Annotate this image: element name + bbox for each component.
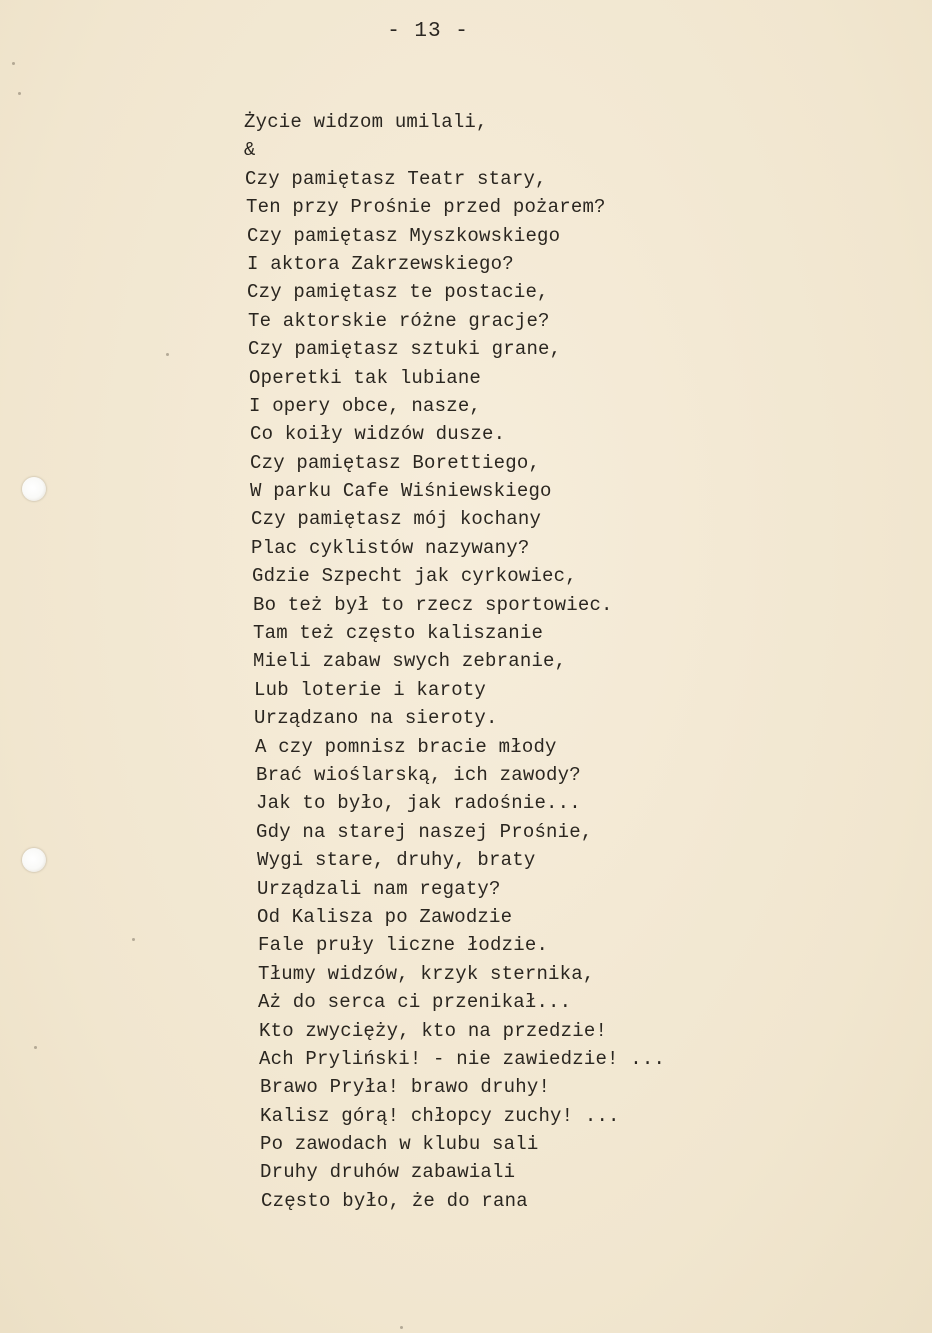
poem-line: Często było, że do rana (261, 1189, 528, 1212)
poem-line: I opery obce, nasze, (249, 394, 482, 417)
poem-line: Urządzali nam regaty? (257, 877, 501, 900)
poem-line: Plac cyklistów nazywany? (251, 536, 530, 559)
poem-line: Życie widzom umilali, (244, 111, 488, 133)
poem-line: Operetki tak lubiane (249, 366, 482, 389)
poem-line: Bo też był to rzecz sportowiec. (253, 593, 613, 616)
poem-line: Jak to było, jak radośnie... (256, 792, 581, 815)
poem-line: Kto zwycięży, kto na przedzie! (259, 1019, 608, 1042)
poem-line: Tam też często kaliszanie (253, 622, 544, 645)
poem-line: Brać wioślarską, ich zawody? (256, 763, 581, 786)
poem-line: Czy pamiętasz mój kochany (251, 508, 542, 531)
page-number: - 13 - (387, 20, 469, 43)
poem-line: Mieli zabaw swych zebranie, (253, 650, 567, 673)
poem-line: Druhy druhów zabawiali (260, 1161, 516, 1184)
paper-speck (132, 938, 135, 941)
poem-line: I aktora Zakrzewskiego? (247, 252, 514, 275)
poem-line: Co koiły widzów dusze. (250, 423, 506, 446)
poem-text (244, 108, 665, 1215)
poem-line: Lub loterie i karoty (254, 678, 487, 701)
poem-line: Czy pamiętasz Myszkowskiego (247, 224, 561, 247)
poem-line: Gdy na starej naszej Prośnie, (256, 820, 593, 843)
punch-hole (22, 477, 46, 501)
poem-line: Ten przy Prośnie przed pożarem? (246, 196, 606, 219)
paper-speck (18, 92, 21, 95)
poem-line: Urządzano na sieroty. (254, 707, 498, 730)
poem-line: Czy pamiętasz Borettiego, (250, 451, 541, 474)
poem-line: Gdzie Szpecht jak cyrkowiec, (252, 565, 577, 588)
paper-speck (400, 1326, 403, 1329)
poem-line: Po zawodach w klubu sali (260, 1133, 539, 1156)
poem-line: Ach Pryliński! - nie zawiedzie! ... (259, 1047, 666, 1070)
poem-line: Aż do serca ci przenikał... (258, 991, 572, 1014)
poem-line: Wygi stare, druhy, braty (257, 849, 536, 872)
poem-line: A czy pomnisz bracie młody (255, 735, 557, 758)
paper-speck (12, 62, 15, 65)
paper-speck (166, 353, 169, 356)
poem-line: Czy pamiętasz Teatr stary, (245, 167, 547, 190)
poem-line: Czy pamiętasz te postacie, (247, 281, 549, 304)
poem-line: Tłumy widzów, krzyk sternika, (258, 962, 595, 985)
poem-line: Kalisz górą! chłopcy zuchy! ... (260, 1104, 620, 1127)
poem-line: Od Kalisza po Zawodzie (257, 905, 513, 928)
poem-line: Te aktorskie różne gracje? (248, 309, 550, 332)
paper-speck (34, 1046, 37, 1049)
poem-line: W parku Cafe Wiśniewskiego (250, 480, 552, 503)
poem-line: & (244, 139, 256, 162)
poem-line: Fale pruły liczne łodzie. (258, 934, 549, 957)
poem-line: Czy pamiętasz sztuki grane, (248, 338, 562, 361)
punch-hole (22, 848, 46, 872)
poem-line: Brawo Pryła! brawo druhy! (260, 1076, 551, 1099)
